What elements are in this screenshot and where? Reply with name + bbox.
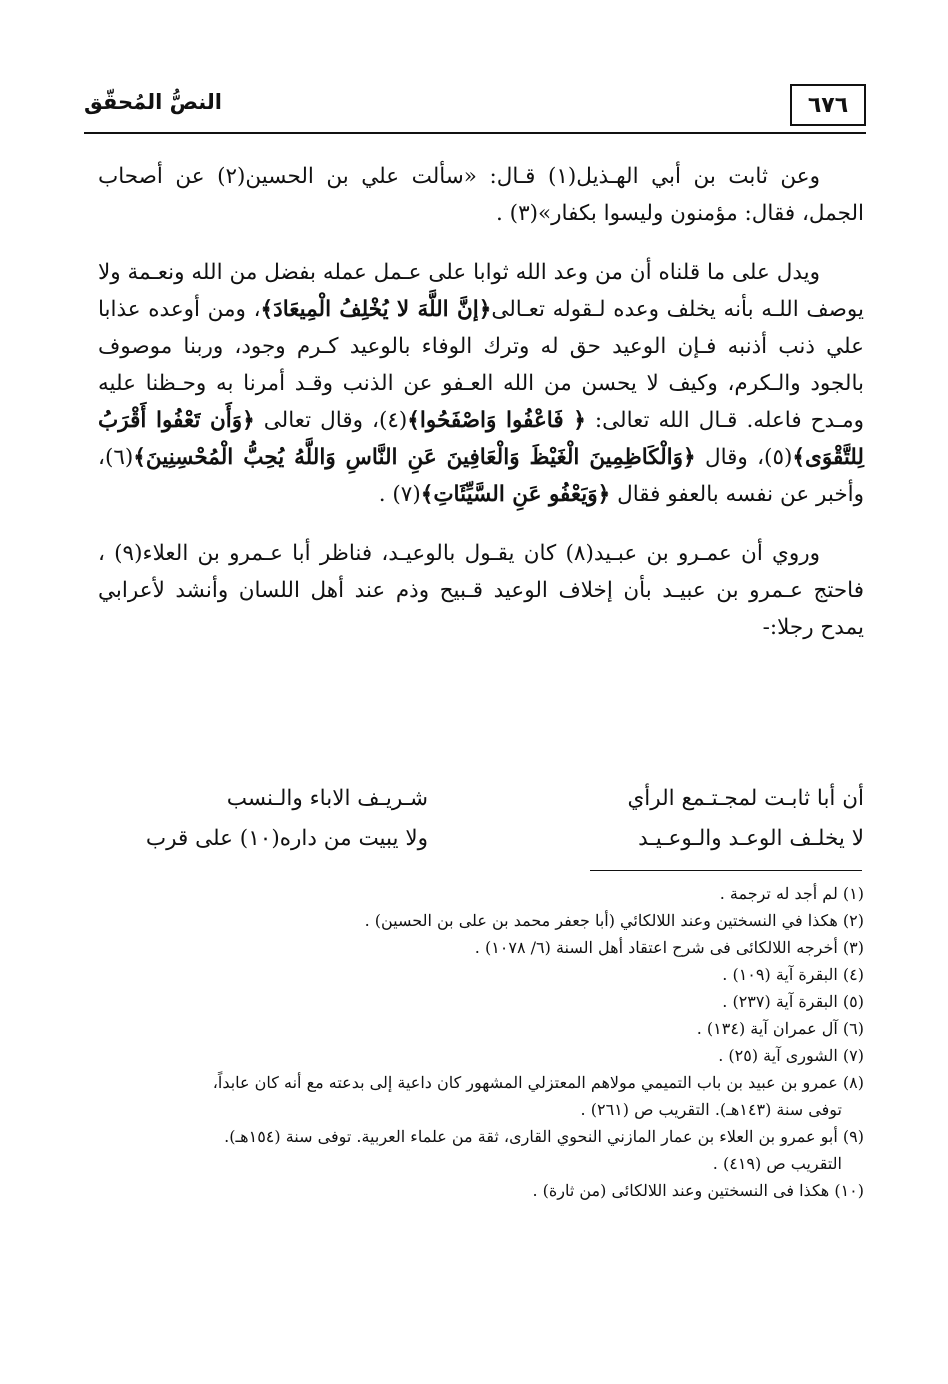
footnote-6: (٦) آل عمران آية (١٣٤) .: [696, 1019, 864, 1038]
paragraph-2-text-a: ويدل على ما قلناه أن من وعد الله ثوابا على عـمل عمله بفضل من الله ونعـمة ولا يوصف اللـه بأنه يخلف وعده لـقوله تعـالى: [98, 260, 864, 322]
quran-quote-5: ﴿وَيَعْفُو عَنِ السَّيِّئَاتِ﴾: [420, 482, 611, 507]
footnote-3: (٣) أخرجه اللالكائى فى شرح اعتقاد أهل السنة (٦/ ١٠٧٨) .: [474, 938, 864, 957]
paragraph-2-text-f: (٧) .: [378, 482, 421, 507]
footnote-2: (٢) هكذا في النسختين وعند اللالكائي (أبا جعفر محمد بن على بن الحسين) .: [364, 911, 864, 930]
paragraph-2-text-b: ، ومن أوعده عذابا علي ذنب أذنبه فـإن الوعيد حق له وترك الوفاء بالوعيد كـرم وجود، وربنا موصوف بالجود والـكرم، وكيف لا يحسن من الله العـفو عن الذنب وقـد أمرنا به وحـظنا عليه ومـدح فاعله. قـال الله تعالى:: [98, 297, 864, 433]
quran-quote-4: ﴿وَالْكَاظِمِينَ الْغَيْظَ وَالْعَافِينَ عَنِ النَّاسِ وَاللَّهُ يُحِبُّ الْمُحْسِنِينَ﴾: [133, 445, 696, 470]
footnotes: [96, 880, 864, 1204]
footnote-10: (١٠) هكذا فى النسختين وعند اللالكائى (من ثارة) .: [532, 1181, 864, 1200]
page-number: ٦٧٦: [790, 84, 866, 126]
footnote-separator: [590, 870, 862, 871]
paragraph-3: وروي أن عمـرو بن عبـيد(٨) كان يقـول بالوعيـد، فناظر أبا عـمرو بن العلاء(٩) ، فاحتج عـمرو بن عبيـد بأن إخلاف الوعيد قـبيح وذم عند أهل اللسان وأنشد لأعرابي يمدح رجلا:-: [98, 541, 864, 640]
quran-quote-1: ﴿إنَّ اللَّهَ لا يُخْلِفُ الْمِيعَادَ﴾: [260, 297, 492, 322]
header-rule: [84, 132, 866, 134]
paragraph-2: [98, 254, 864, 513]
page-header: [84, 84, 866, 136]
quran-quote-3: ﴿وَأَن تَعْفُوا أَقْرَبُ لِلتَّقْوَى﴾: [98, 408, 864, 470]
poem-line-2: [98, 826, 864, 866]
poem-line-1-second-hemistich: شـريـف الاباء والـنسب: [226, 786, 428, 811]
footnote-7: (٧) الشورى آية (٢٥) .: [718, 1046, 864, 1065]
poem-line-2-first-hemistich: لا يخلـف الوعـد والـوعـيـد: [638, 826, 864, 851]
running-title: النصُّ المُحقّق: [84, 90, 222, 114]
paragraph-2-text-e: (٦)، وأخبر عن نفسه بالعفو فقال: [98, 445, 864, 507]
poem-line-2-second-hemistich: ولا يبيت من داره(١٠) على قرب: [145, 826, 428, 851]
poem-line-1-first-hemistich: أن أبا ثابـت لمجـتـمع الرأي: [627, 786, 864, 811]
footnote-5: (٥) البقرة آية (٢٣٧) .: [722, 992, 864, 1011]
quran-quote-2: ﴿ فَاعْفُوا وَاصْفَحُوا﴾: [407, 408, 586, 433]
footnote-9: (٩) أبو عمرو بن العلاء بن عمار المازني النحوي القارى، ثقة من علماء العربية. توفى سنة (١٥٤هـ).: [224, 1127, 864, 1146]
footnote-9-continuation: التقريب ص (٤١٩) .: [712, 1154, 842, 1173]
poem: [98, 786, 864, 870]
main-text: [98, 158, 864, 668]
footnote-1: (١) لم أجد له ترجمة .: [719, 884, 864, 903]
footnote-4: (٤) البقرة آية (١٠٩) .: [722, 965, 864, 984]
poem-line-1: [98, 786, 864, 826]
footnote-8: (٨) عمرو بن عبيد بن باب التميمي مولاهم المعتزلي المشهور كان داعية إلى بدعته مع أنه كان عابداً،: [212, 1073, 864, 1092]
footnote-8-continuation: توفى سنة (١٤٣هـ). التقريب ص (٢٦١) .: [580, 1100, 842, 1119]
paragraph-2-text-d: (٥)، وقال: [704, 445, 793, 470]
paragraph-1: وعن ثابت بن أبي الهـذيل(١) قـال: «سألت علي بن الحسين(٢) عن أصحاب الجمل، فقال: مؤمنون وليسوا بكفار»(٣) .: [98, 164, 864, 226]
paragraph-2-text-c: (٤)، وقال تعالى: [263, 408, 408, 433]
